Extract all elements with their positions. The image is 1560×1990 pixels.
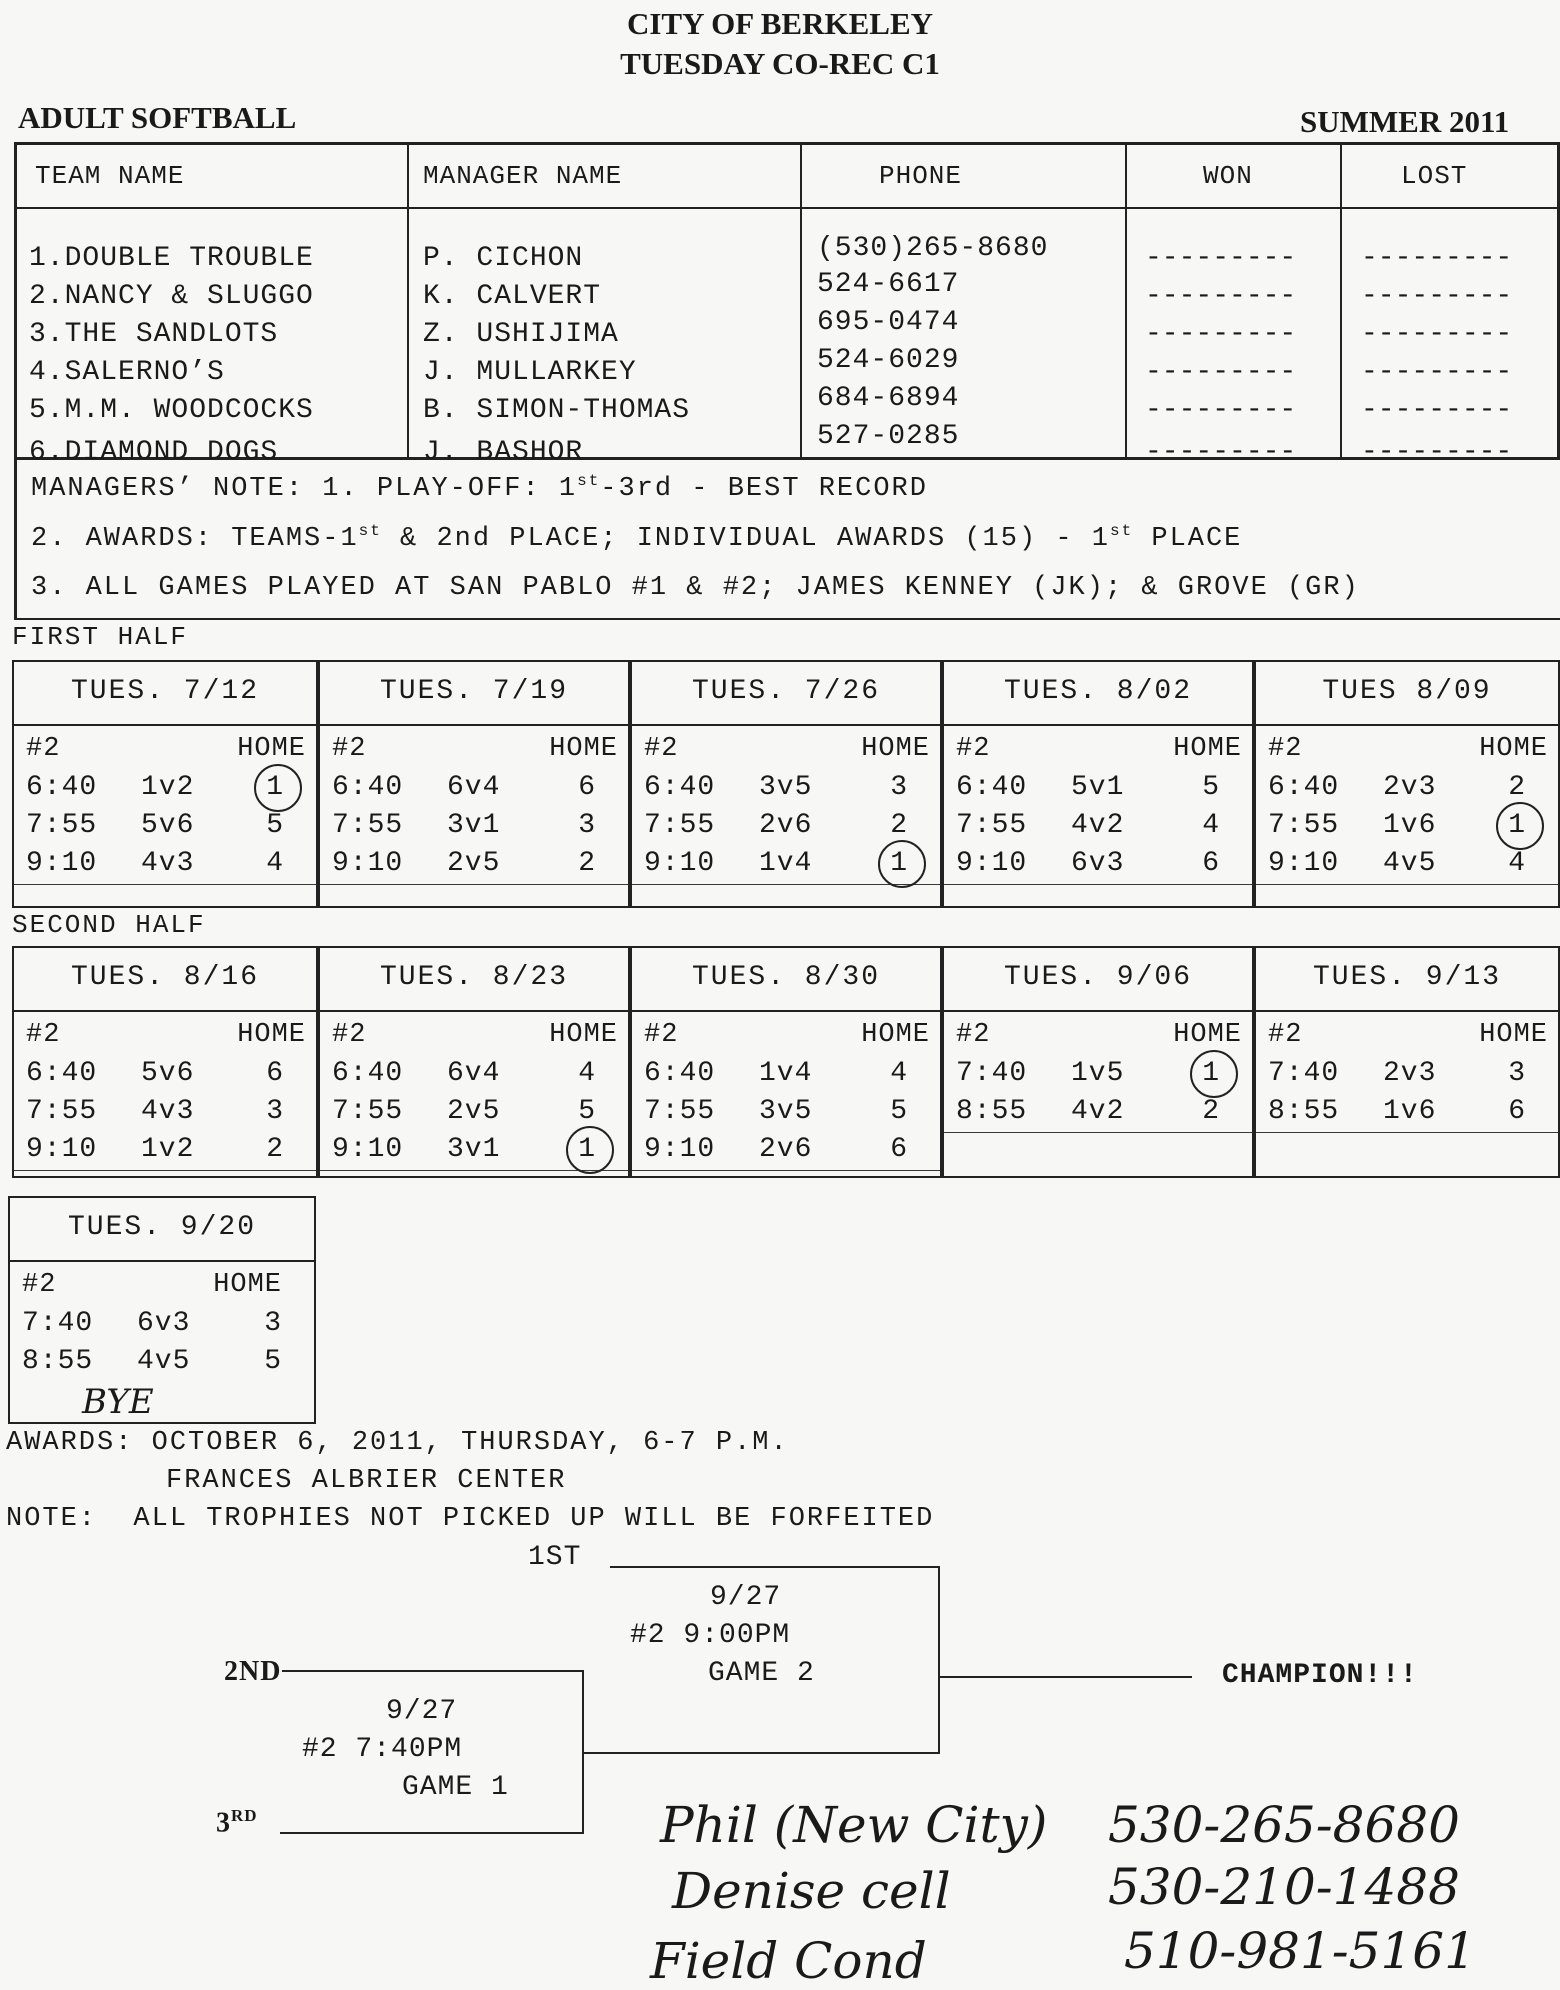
home-team: 5 [266,810,284,841]
phone-number: (530)265-8680 [817,233,1049,264]
manager-name: Z. USHIJIMA [423,319,619,350]
field-label: #2 [956,1020,991,1050]
pen-underline [14,884,316,885]
game-matchup: 4v3 [141,848,195,879]
game-row [644,772,932,808]
league-name: ADULT SOFTBALL [18,100,297,135]
lost-value: --------- [1361,437,1513,468]
game-matchup: 3v1 [447,810,501,841]
game-matchup: 1v5 [1071,1058,1125,1089]
game-time: 6:40 [644,772,716,803]
week-header-divider [320,724,628,726]
game-matchup: 1v2 [141,772,195,803]
team-name: 6.DIAMOND DOGS [29,437,279,468]
home-label: HOME [1479,734,1548,764]
superscript: st [358,522,382,540]
field-label: #2 [332,1020,367,1050]
week-box [12,660,318,908]
game-row [1268,772,1550,808]
home-label: HOME [549,1020,618,1050]
game2-label: GAME 2 [708,1658,815,1689]
awards-date: AWARDS: OCTOBER 6, 2011, THURSDAY, 6-7 P.M. [6,1428,789,1458]
first-half-title: FIRST HALF [12,622,189,652]
team-name: 4.SALERNO’S [29,357,225,388]
game-time: 8:55 [22,1346,94,1377]
week-column-headers [956,734,1244,770]
game-matchup: 4v5 [1383,848,1437,879]
home-label: HOME [1479,1020,1548,1050]
week-date: TUES. 8/02 [1003,676,1193,707]
bracket-line [282,1670,584,1672]
game-matchup: 2v3 [1383,1058,1437,1089]
week-column-headers [644,1020,932,1056]
game-matchup: 1v2 [141,1134,195,1165]
week-date: TUES. 7/19 [379,676,569,707]
pen-circle-mark [1190,1050,1238,1098]
game-matchup: 4v2 [1071,1096,1125,1127]
lost-value: --------- [1361,243,1513,274]
home-team: 3 [266,1096,284,1127]
home-team: 3 [1508,1058,1526,1089]
home-team: 4 [1508,848,1526,879]
game-row [644,1096,932,1132]
week-date: TUES. 9/20 [67,1212,257,1243]
lost-value: --------- [1361,357,1513,388]
manager-name-header: MANAGER NAME [423,161,623,191]
home-team: 6 [890,1134,908,1165]
lost-value: --------- [1361,319,1513,350]
game-matchup: 5v6 [141,1058,195,1089]
week-box [318,660,630,908]
game-matchup: 6v4 [447,772,501,803]
home-team: 6 [266,1058,284,1089]
team-name: 1.DOUBLE TROUBLE [29,243,314,274]
week-box [942,946,1254,1178]
game-row [644,810,932,846]
home-label: HOME [1173,1020,1242,1050]
game-time: 6:40 [332,1058,404,1089]
bracket-line [280,1832,584,1834]
home-team: 4 [890,1058,908,1089]
game-time: 8:55 [1268,1096,1340,1127]
week-header-divider [632,1010,940,1012]
week-header-divider [1256,1010,1558,1012]
game-row [1268,848,1550,884]
game-matchup: 5v1 [1071,772,1125,803]
document-title: CITY OF BERKELEY [626,6,934,41]
game-time: 7:55 [1268,810,1340,841]
game-matchup: 4v3 [141,1096,195,1127]
week-box [12,946,318,1178]
week-column-headers [22,1270,306,1306]
game-time: 7:55 [332,810,404,841]
game-row [26,1058,308,1094]
week-header-divider [632,724,940,726]
week-box [630,660,942,908]
note-awards-text-mid: & 2nd PLACE; INDIVIDUAL AWARDS (15) - 1 [381,524,1110,554]
handwritten-bye-note: BYE [82,1382,154,1422]
note-awards [31,522,1242,554]
game-time: 7:55 [644,1096,716,1127]
handwritten-contact-name: Denise cell [672,1862,951,1920]
game-matchup: 2v3 [1383,772,1437,803]
week-column-headers [26,734,308,770]
game-row [26,1134,308,1170]
won-value: --------- [1145,243,1297,274]
game-time: 6:40 [644,1058,716,1089]
week-box [318,946,630,1178]
week-column-headers [332,1020,620,1056]
home-label: HOME [861,734,930,764]
game-row [1268,1058,1550,1094]
won-value: --------- [1145,395,1297,426]
game-time: 6:40 [956,772,1028,803]
game-time: 6:40 [26,1058,98,1089]
pen-circle-mark [566,1126,614,1174]
game-row [956,848,1244,884]
game-time: 7:55 [26,1096,98,1127]
game-row [26,848,308,884]
column-divider [800,145,802,457]
manager-name: J. MULLARKEY [423,357,637,388]
note-awards-text: 2. AWARDS: TEAMS-1 [31,524,359,554]
manager-name: P. CICHON [423,243,584,274]
week-header-divider [14,724,316,726]
week-column-headers [1268,734,1550,770]
week-date: TUES. 7/12 [70,676,260,707]
week-column-headers [332,734,620,770]
game-matchup: 4v5 [137,1346,191,1377]
phone-number: 524-6029 [817,345,960,376]
game-matchup: 1v4 [759,848,813,879]
home-team: 4 [266,848,284,879]
home-team: 2 [578,848,596,879]
home-team: 2 [890,810,908,841]
home-team: 5 [1202,772,1220,803]
home-label: HOME [237,734,306,764]
note-playoff-text: MANAGERS’ NOTE: 1. PLAY-OFF: 1 [31,474,578,504]
bracket-line [582,1752,940,1754]
game-row [644,1134,932,1170]
game-time: 7:55 [956,810,1028,841]
phone-number: 684-6894 [817,383,960,414]
week-column-headers [26,1020,308,1056]
bracket-line [938,1566,940,1752]
home-team: 6 [578,772,596,803]
handwritten-contact-name: Phil (New City) [660,1796,1048,1854]
week-header-divider [944,724,1252,726]
game-matchup: 2v6 [759,810,813,841]
game-row [332,848,620,884]
pen-circle-mark [254,764,302,812]
game-time: 8:55 [956,1096,1028,1127]
document-subtitle: TUESDAY CO-REC C1 [620,46,940,81]
week-header-divider [944,1010,1252,1012]
manager-name: K. CALVERT [423,281,602,312]
won-header: WON [1203,161,1253,191]
lost-value: --------- [1361,281,1513,312]
home-label: HOME [861,1020,930,1050]
home-team: 3 [890,772,908,803]
game-time: 6:40 [332,772,404,803]
home-team: 3 [578,810,596,841]
manager-name: J. BASHOR [423,437,584,468]
game-time: 9:10 [644,848,716,879]
game-matchup: 5v6 [141,810,195,841]
home-team: 5 [264,1346,282,1377]
lost-value: --------- [1361,395,1513,426]
week-date: TUES 8/09 [1322,676,1492,707]
handwritten-contact-phone: 510-981-5161 [1124,1922,1476,1980]
game-row [332,1058,620,1094]
home-team: 1 [1508,810,1526,841]
week-header-divider [14,1010,316,1012]
pen-underline [1256,884,1558,885]
superscript: RD [231,1806,258,1825]
home-team: 6 [1202,848,1220,879]
home-team: 1 [266,772,284,803]
trophies-note: NOTE: ALL TROPHIES NOT PICKED UP WILL BE FORFEITED [6,1504,935,1534]
field-label: #2 [644,734,679,764]
field-label: #2 [1268,1020,1303,1050]
pen-underline [1256,1132,1558,1133]
seed-1st: 1ST [528,1542,582,1573]
week-box [1254,660,1560,908]
header-divider [17,207,1557,209]
game-row [332,810,620,846]
phone-number: 695-0474 [817,307,960,338]
game-row [26,1096,308,1132]
won-value: --------- [1145,437,1297,468]
game-time: 9:10 [644,1134,716,1165]
home-team: 3 [264,1308,282,1339]
game-row [332,772,620,808]
game-row [956,1096,1244,1132]
pen-circle-mark [878,840,926,888]
season-label: SUMMER 2011 [1300,104,1510,139]
game1-time: #2 7:40PM [302,1734,463,1765]
week-date: TUES. 8/23 [379,962,569,993]
column-divider [1125,145,1127,457]
game-matchup: 2v5 [447,1096,501,1127]
week-box [1254,946,1560,1178]
handwritten-contact-name: Field Cond [650,1932,927,1990]
home-team: 4 [578,1058,596,1089]
seed-3rd-number: 3 [216,1807,231,1839]
phone-header: PHONE [879,161,963,191]
game-time: 9:10 [332,1134,404,1165]
team-name: 3.THE SANDLOTS [29,319,279,350]
game-matchup: 2v5 [447,848,501,879]
game-time: 7:40 [1268,1058,1340,1089]
field-label: #2 [26,734,61,764]
game1-date: 9/27 [386,1696,458,1727]
phone-number: 524-6617 [817,269,960,300]
week-column-headers [1268,1020,1550,1056]
home-label: HOME [213,1270,282,1300]
home-team: 1 [890,848,908,879]
week-box [630,946,942,1178]
seed-3rd [216,1806,258,1839]
game-row [26,810,308,846]
week-header-divider [1256,724,1558,726]
home-label: HOME [1173,734,1242,764]
team-table [14,142,1560,468]
awards-location: FRANCES ALBRIER CENTER [166,1466,567,1496]
game-matchup: 3v1 [447,1134,501,1165]
week-column-headers [956,1020,1244,1056]
note-playoff [31,472,928,504]
bracket-line [610,1566,940,1568]
game-time: 7:40 [22,1308,94,1339]
field-label: #2 [644,1020,679,1050]
pen-underline [944,884,1252,885]
game-row [644,1058,932,1094]
game-matchup: 6v4 [447,1058,501,1089]
week-date: TUES. 9/13 [1312,962,1502,993]
handwritten-contact-phone: 530-210-1488 [1108,1858,1460,1916]
game-row [332,1096,620,1132]
lost-header: LOST [1401,161,1468,191]
game-matchup: 4v2 [1071,810,1125,841]
week-box-9-20 [8,1196,316,1424]
field-label: #2 [332,734,367,764]
home-team: 1 [1202,1058,1220,1089]
game-time: 7:55 [644,810,716,841]
column-divider [1340,145,1342,457]
game-matchup: 1v6 [1383,1096,1437,1127]
game-time: 7:55 [26,810,98,841]
home-team: 5 [578,1096,596,1127]
week-date: TUES. 8/30 [691,962,881,993]
game-row [22,1346,306,1382]
team-name: 5.M.M. WOODCOCKS [29,395,314,426]
won-value: --------- [1145,319,1297,350]
game-matchup: 6v3 [137,1308,191,1339]
game-time: 9:10 [956,848,1028,879]
field-label: #2 [956,734,991,764]
second-half-title: SECOND HALF [12,910,206,940]
week-date: TUES. 7/26 [691,676,881,707]
pen-underline [320,884,628,885]
game-time: 7:40 [956,1058,1028,1089]
home-label: HOME [237,1020,306,1050]
week-header-divider [320,1010,628,1012]
home-team: 6 [1508,1096,1526,1127]
week-date: TUES. 9/06 [1003,962,1193,993]
game-time: 9:10 [1268,848,1340,879]
pen-underline [14,1170,316,1171]
managers-notes [14,460,1560,620]
game-row [956,810,1244,846]
pen-underline [632,1170,940,1171]
game-matchup: 2v6 [759,1134,813,1165]
game-time: 6:40 [26,772,98,803]
home-team: 5 [890,1096,908,1127]
team-name: 2.NANCY & SLUGGO [29,281,314,312]
column-divider [407,145,409,457]
seed-2nd: 2ND [224,1656,282,1687]
game1-label: GAME 1 [402,1772,509,1803]
game-matchup: 1v6 [1383,810,1437,841]
phone-number: 527-0285 [817,421,960,452]
superscript: st [577,472,601,490]
note-awards-text-end: PLACE [1133,524,1243,554]
game-row [956,772,1244,808]
superscript: st [1109,522,1134,540]
game-time: 9:10 [26,848,98,879]
game2-date: 9/27 [710,1582,782,1613]
manager-name: B. SIMON-THOMAS [423,395,691,426]
game-row [22,1308,306,1344]
field-label: #2 [26,1020,61,1050]
pen-circle-mark [1496,802,1544,850]
game2-time: #2 9:00PM [630,1620,791,1651]
home-team: 4 [1202,810,1220,841]
game-matchup: 6v3 [1071,848,1125,879]
week-column-headers [644,734,932,770]
game-matchup: 3v5 [759,772,813,803]
home-team: 2 [1202,1096,1220,1127]
week-box [942,660,1254,908]
pen-underline [944,1132,1252,1133]
game-time: 6:40 [1268,772,1340,803]
home-label: HOME [549,734,618,764]
handwritten-contact-phone: 530-265-8680 [1108,1796,1460,1854]
note-playoff-text-rest: -3rd - BEST RECORD [600,474,928,504]
game-matchup: 1v4 [759,1058,813,1089]
bracket-line [940,1676,1192,1678]
team-name-header: TEAM NAME [35,161,185,191]
game-time: 9:10 [26,1134,98,1165]
won-value: --------- [1145,281,1297,312]
note-fields: 3. ALL GAMES PLAYED AT SAN PABLO #1 & #2; JAMES KENNEY (JK); & GROVE (GR) [31,573,1360,603]
champion-label: CHAMPION!!! [1222,1660,1418,1691]
game-time: 9:10 [332,848,404,879]
won-value: --------- [1145,357,1297,388]
field-label: #2 [1268,734,1303,764]
week-header-divider [10,1260,314,1262]
home-team: 2 [266,1134,284,1165]
game-matchup: 3v5 [759,1096,813,1127]
game-row [1268,1096,1550,1132]
week-date: TUES. 8/16 [70,962,260,993]
home-team: 2 [1508,772,1526,803]
home-team: 1 [578,1134,596,1165]
game-time: 7:55 [332,1096,404,1127]
field-label: #2 [22,1270,57,1300]
